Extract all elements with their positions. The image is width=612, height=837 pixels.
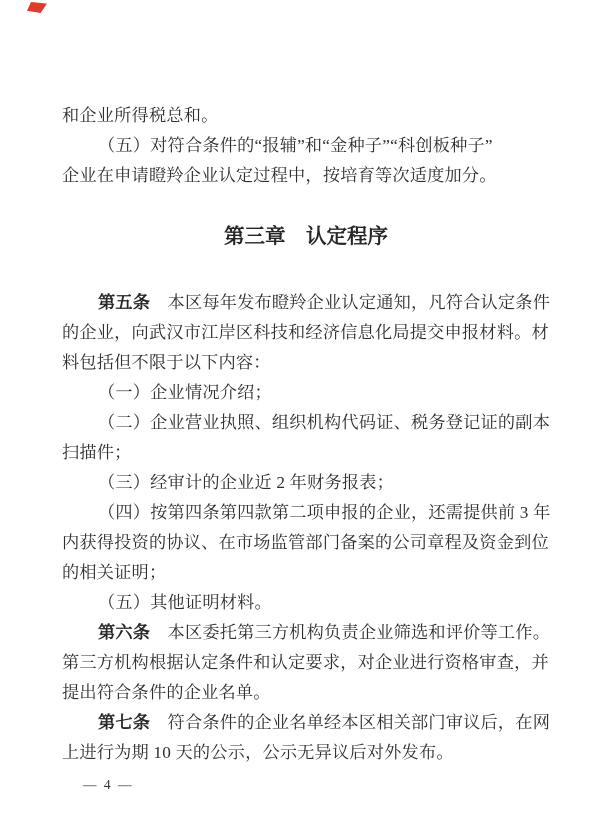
text-line: 内获得投资的协议、在市场监管部门备案的公司章程及资金到位 xyxy=(62,533,549,552)
text-line: 企业在申请瞪羚企业认定过程中，按培育等次适度加分。 xyxy=(62,166,497,185)
text-line: 的企业，向武汉市江岸区科技和经济信息化局提交申报材料。材 xyxy=(62,323,549,342)
article-number-lead: 第六条 xyxy=(98,623,151,642)
text-line-content: 符合条件的企业名单经本区相关部门审议后，在网 xyxy=(150,713,551,732)
red-corner-mark xyxy=(27,2,47,13)
text-line xyxy=(62,288,550,318)
text-line: 料包括但不限于以下内容： xyxy=(62,353,271,372)
article-number-lead: 第五条 xyxy=(98,293,151,312)
text-line: 的相关证明； xyxy=(62,563,167,582)
article-number-lead: 第七条 xyxy=(98,713,151,732)
text-line: （一）企业情况介绍； xyxy=(98,383,272,402)
text-line: （三）经审计的企业近 2 年财务报表； xyxy=(98,473,394,492)
text-line xyxy=(62,708,550,738)
intro-paragraphs xyxy=(62,101,550,191)
text-line: 第三方机构根据认定条件和认定要求，对企业进行资格审查，并 xyxy=(62,653,549,672)
text-line: 和企业所得税总和。 xyxy=(62,106,219,125)
body-paragraphs xyxy=(62,288,550,768)
text-line: 提出符合条件的企业名单。 xyxy=(62,683,271,702)
chapter-heading: 第三章 认定程序 xyxy=(224,226,388,248)
text-line xyxy=(62,618,550,648)
text-line: 扫描件； xyxy=(62,443,132,462)
text-line: （五）其他证明材料。 xyxy=(98,593,272,612)
text-line-content: 本区委托第三方机构负责企业筛选和评价等工作。 xyxy=(150,623,551,642)
text-line-content: 本区每年发布瞪羚企业认定通知，凡符合认定条件 xyxy=(150,293,551,312)
text-line: （五）对符合条件的“报辅”和“金种子”“科创板种子” xyxy=(98,136,493,155)
text-line: （四）按第四条第四款第二项申报的企业，还需提供前 3 年 xyxy=(98,503,551,522)
text-line: 上进行为期 10 天的公示，公示无异议后对外发布。 xyxy=(62,743,454,762)
page-number: — 4 — xyxy=(83,777,134,792)
text-line: （二）企业营业执照、组织机构代码证、税务登记证的副本 xyxy=(98,413,551,432)
